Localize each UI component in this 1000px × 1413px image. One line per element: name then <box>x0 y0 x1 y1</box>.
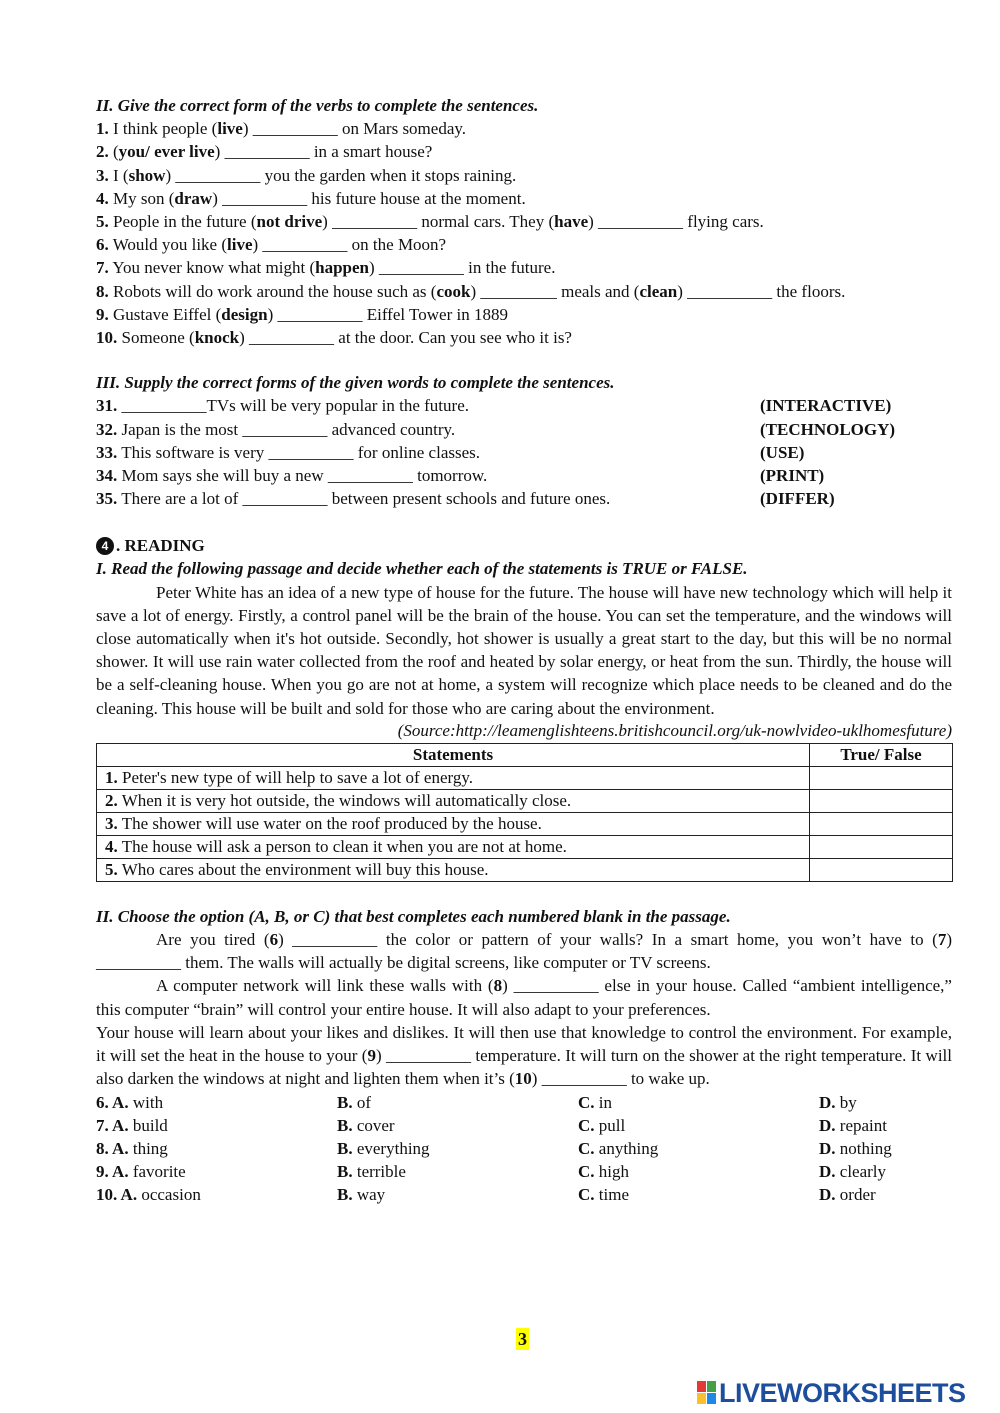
reading-section-title: 4 . READING <box>96 534 952 557</box>
cloze-paragraph-3: Your house will learn about your likes and dislikes. It will then use that knowledge to control the environment. For example, it will set the heat in the house to your (9) __________ temperature. It will turn on the shower at the right temperature. It will also darken the windows at night and lighten them when it’s (10) __________ to wake up. <box>96 1022 952 1089</box>
verb-question-3: 3. I (show) __________ you the garden when it stops raining. <box>96 165 517 185</box>
verb-question-6: 6. Would you like (live) __________ on the Moon? <box>96 235 447 255</box>
options-row-6: 6. A. with B. of C. in D. by <box>96 1092 857 1112</box>
liveworksheets-logo <box>697 1378 966 1408</box>
table-row <box>97 766 953 789</box>
verb-question-10: 10. Someone (knock) __________ at the door. Can you see who it is? <box>96 328 572 348</box>
word-form-question-34: 34. Mom says she will buy a new __________ tomorrow. (PRINT) <box>96 464 952 487</box>
options-row-9: 9. A. favorite B. terrible C. high D. clearly <box>96 1162 887 1182</box>
table-row <box>97 812 953 835</box>
logo-text: LIVEWORKSHEETS <box>719 1377 966 1408</box>
table-row <box>97 789 953 812</box>
verb-question-7: 7. You never know what might (happen) __________ in the future. <box>96 258 556 278</box>
statement-cell: 2. When it is very hot outside, the windows will automatically close. <box>97 789 810 812</box>
source-citation: (Source:http://leamenglishteens.britishcouncil.org/uk-nowlvideo-uklhomesfuture) <box>397 720 952 740</box>
section-3-heading: III. Supply the correct forms of the given words to complete the sentences. <box>96 373 615 393</box>
cloze-paragraph-1: Are you tired (6) __________ the color or pattern of your walls? In a smart home, you won’t have to (7) __________ them. The walls will actually be digital screens, like computer or TV screens. <box>96 930 952 973</box>
statement-cell: 4. The house will ask a person to clean it when you are not at home. <box>97 835 810 858</box>
section-number-badge: 4 <box>96 537 114 555</box>
word-form-question-35: 35. There are a lot of __________ between present schools and future ones. (DIFFER) <box>96 487 952 510</box>
given-word: (INTERACTIVE) <box>760 396 892 416</box>
true-false-header: True/ False <box>810 743 953 766</box>
liveworksheets-logo-icon <box>697 1381 717 1405</box>
answer-cell[interactable] <box>810 858 953 881</box>
given-word: (TECHNOLOGY) <box>760 419 896 439</box>
word-form-question-31: 31. __________TVs will be very popular in the future. (INTERACTIVE) <box>96 394 952 417</box>
answer-cell[interactable] <box>810 835 953 858</box>
answer-cell[interactable] <box>810 766 953 789</box>
given-word: (PRINT) <box>760 466 825 486</box>
answer-cell[interactable] <box>810 789 953 812</box>
table-row <box>97 835 953 858</box>
verb-question-8: 8. Robots will do work around the house such as (cook) _________ meals and (clean) __________ the floors. <box>96 281 846 301</box>
statement-cell: 1. Peter's new type of will help to save a lot of energy. <box>97 766 810 789</box>
reading-part-2-heading: II. Choose the option (A, B, or C) that best completes each numbered blank in the passage. <box>96 906 731 926</box>
answer-cell[interactable] <box>810 812 953 835</box>
given-word: (USE) <box>760 442 805 462</box>
reading-passage: Peter White has an idea of a new type of house for the future. The house will have new technology which will help it save a lot of energy. Firstly, a control panel will be the brain of the house. You can set the temperature, and the windows will close automatically when it's hot outside. Secondly, hot shower is usually a great start to the day, but this will be no normal shower. It will use rain water collected from the roof and heated by solar energy, or heat from the sun. Thirdly, the house will be a self-cleaning house. When you go are not at home, a system will recognize which place needs to be cleaned and do the cleaning. This house will be built and sold for those who are caring about the environment. <box>96 582 952 718</box>
verb-question-1: 1. I think people (live) __________ on Mars someday. <box>96 119 467 139</box>
verb-question-9: 9. Gustave Eiffel (design) __________ Eiffel Tower in 1889 <box>96 304 508 324</box>
options-row-10: 10. A. occasion B. way C. time D. order <box>96 1185 876 1205</box>
table-row <box>97 858 953 881</box>
verb-question-4: 4. My son (draw) __________ his future house at the moment. <box>96 188 526 208</box>
statement-cell: 3. The shower will use water on the roof produced by the house. <box>97 812 810 835</box>
statements-header: Statements <box>97 743 810 766</box>
cloze-paragraph-2: A computer network will link these walls with (8) __________ else in your house. Called “ambient intelligence,” this computer “brain” will control your entire house. It will also adapt to your preferences. <box>96 976 952 1019</box>
statement-cell: 5. Who cares about the environment will buy this house. <box>97 858 810 881</box>
verb-question-5: 5. People in the future (not drive) __________ normal cars. They (have) __________ flying cars. <box>96 212 764 232</box>
options-row-7: 7. A. build B. cover C. pull D. repaint <box>96 1115 887 1135</box>
verb-question-2: 2. (you/ ever live) __________ in a smart house? <box>96 142 433 162</box>
worksheet-page <box>96 94 952 1206</box>
given-word: (DIFFER) <box>760 489 835 509</box>
table-header-row <box>97 743 953 766</box>
reading-part-1-heading: I. Read the following passage and decide whether each of the statements is TRUE or FALSE. <box>96 559 748 579</box>
page-number: 3 <box>518 1329 527 1349</box>
word-form-question-33: 33. This software is very __________ for online classes. (USE) <box>96 441 952 464</box>
section-2-heading: II. Give the correct form of the verbs to complete the sentences. <box>96 96 539 115</box>
true-false-table <box>96 743 953 882</box>
options-row-8: 8. A. thing B. everything C. anything D. nothing <box>96 1138 892 1158</box>
word-form-question-32: 32. Japan is the most __________ advanced country. (TECHNOLOGY) <box>96 418 952 441</box>
